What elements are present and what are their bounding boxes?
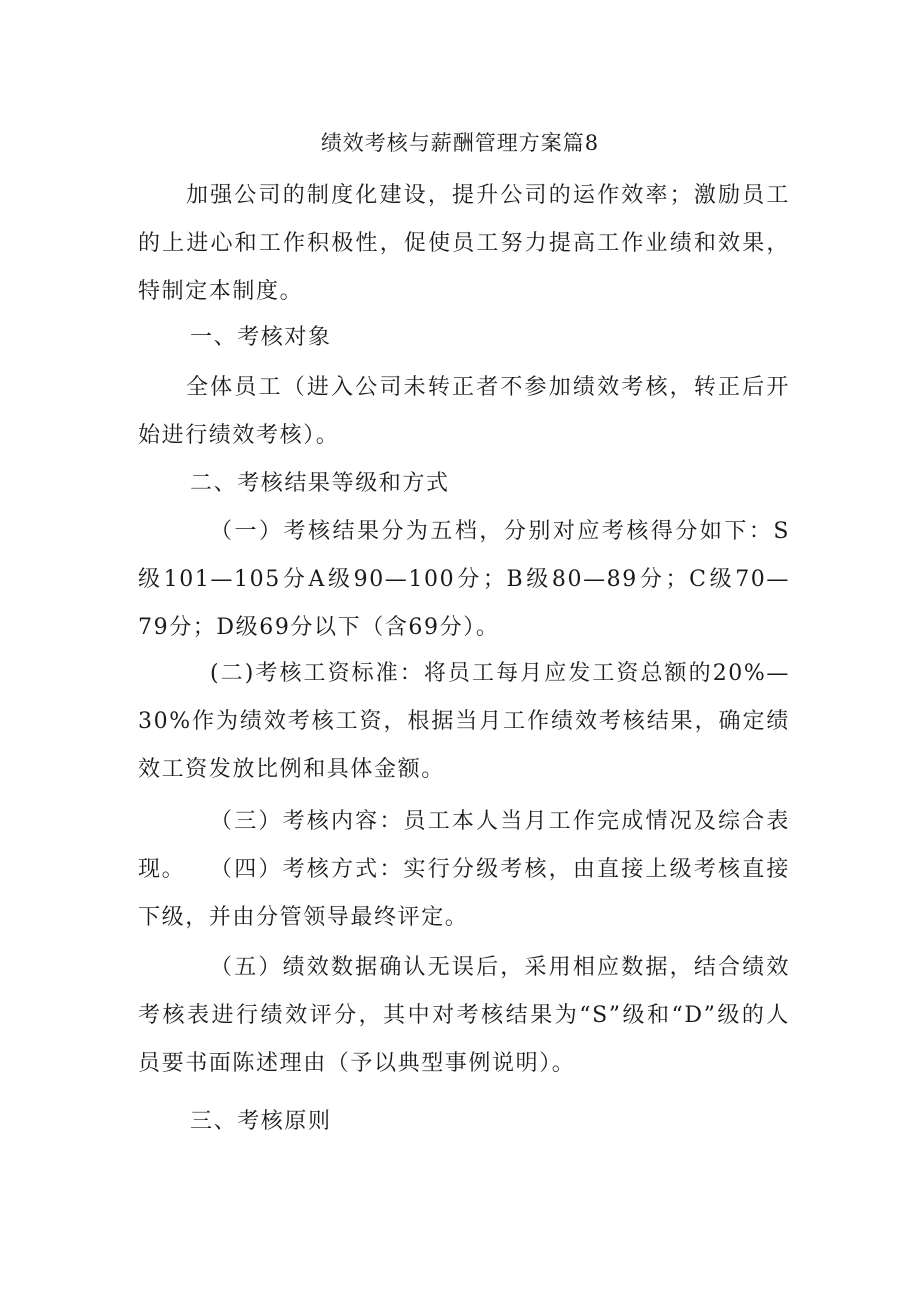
section2-item1: （一）考核结果分为五档，分别对应考核得分如下：S级101—105分A级90—100分；B级80—89分；C级70—79分；D级69分以下（含69分）。 — [138, 519, 790, 640]
section1-body: 全体员工（进入公司未转正者不参加绩效考核，转正后开始进行绩效考核）。 — [138, 375, 790, 448]
section2-item5: （五）绩效数据确认无误后，采用相应数据，结合绩效考核表进行绩效评分，其中对考核结果为“S”级和“D”级的人员要书面陈述理由（予以典型事例说明）。 — [138, 955, 790, 1076]
intro-paragraph: 加强公司的制度化建设，提升公司的运作效率；激励员工的上进心和工作积极性，促使员工努力提高工作业绩和效果，特制定本制度。 — [138, 183, 790, 304]
document-title: 绩效考核与薪酬管理方案篇8 — [320, 131, 600, 155]
section2-item2: (二)考核工资标准：将员工每月应发工资总额的20%—30%作为绩效考核工资，根据当月工作绩效考核结果，确定绩效工资发放比例和具体金额。 — [138, 661, 790, 782]
section3-heading: 三、考核原则 — [190, 1109, 332, 1134]
section2-item4: （四）考核方式：实行分级考核，由直接上级考核直接下级，并由分管领导最终评定。 — [138, 857, 790, 930]
section2-item3: （三）考核内容：员工本人当月工作完成情况及综合表现。 — [138, 809, 790, 882]
section2-heading: 二、考核结果等级和方式 — [190, 471, 450, 496]
section1-heading: 一、考核对象 — [190, 325, 332, 350]
